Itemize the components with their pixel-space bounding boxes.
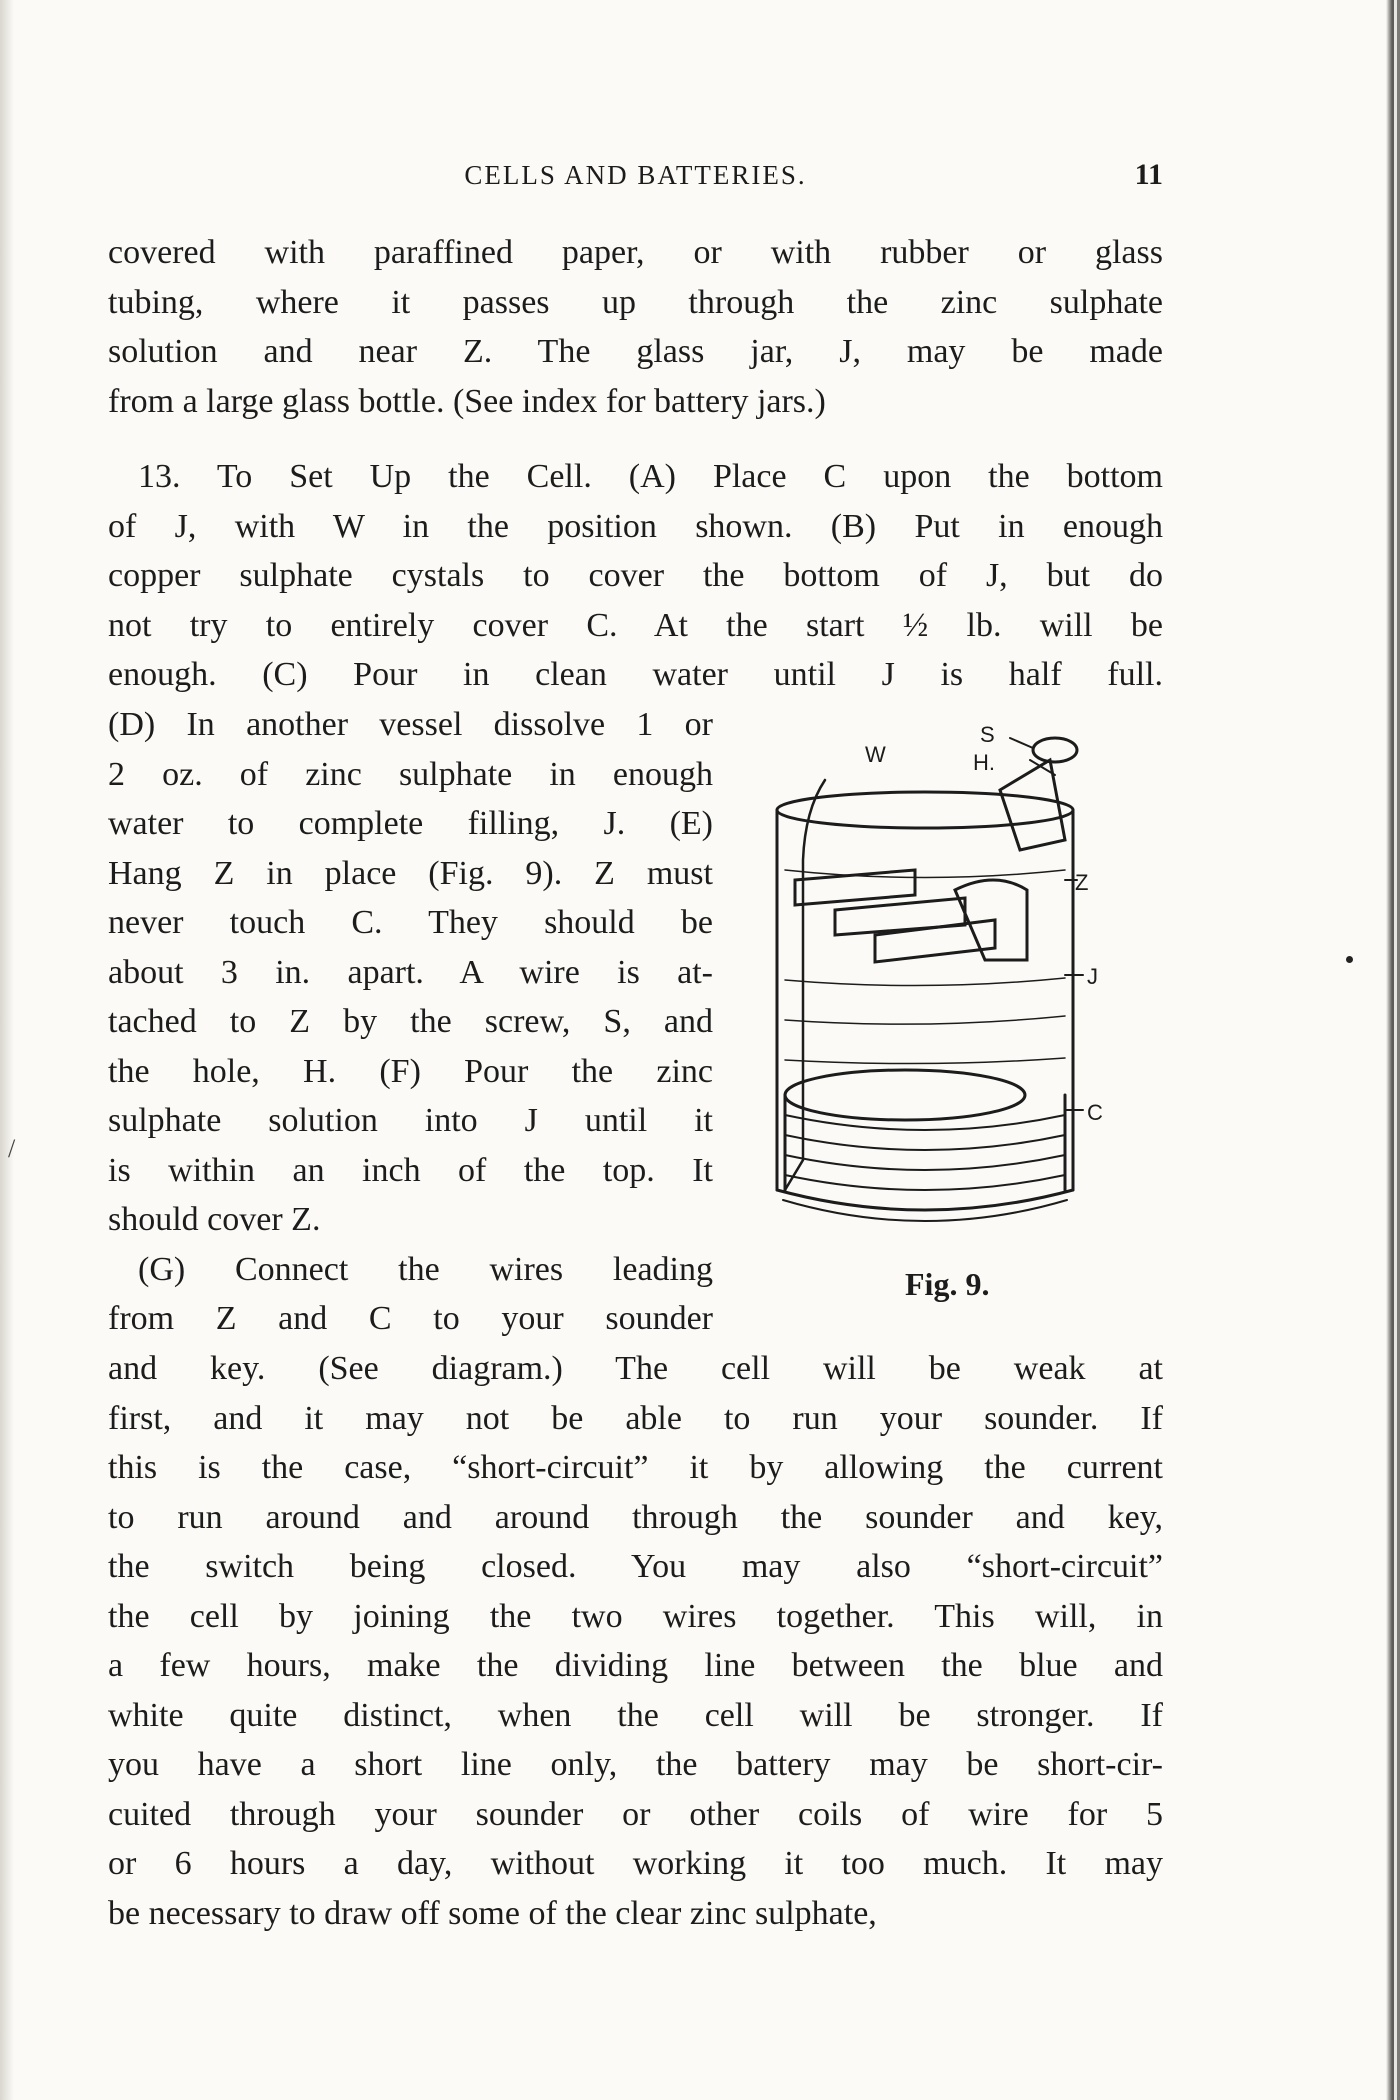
wrapped-column xyxy=(108,700,713,1344)
text-line: tubing, where it passes up through the zinc sulphate xyxy=(108,283,1163,321)
zinc-hanger xyxy=(1000,760,1065,850)
text-line: be necessary to draw off some of the clear zinc sulphate, xyxy=(108,1894,877,1932)
text-line: 2 oz. of zinc sulphate in enough xyxy=(108,755,713,793)
figure-caption: Fig. 9. xyxy=(905,1266,990,1302)
ink-speck xyxy=(1346,956,1353,963)
label-s: S xyxy=(980,722,995,747)
text-line: of J, with W in the position shown. (B) Put in enough xyxy=(108,507,1163,545)
text-line: tached to Z by the screw, S, and xyxy=(108,1003,713,1040)
text-line: copper sulphate cystals to cover the bottom of J, but do xyxy=(108,557,1163,594)
liquid-line xyxy=(785,1016,1065,1024)
page-header xyxy=(108,160,1163,200)
paragraph-set-up-cell xyxy=(108,452,1163,700)
text-line: (D) In another vessel dissolve 1 or xyxy=(108,706,713,743)
page-edge-right xyxy=(1378,0,1400,2100)
text-line: from Z and C to your sounder xyxy=(108,1300,713,1337)
zinc-finger xyxy=(835,898,965,935)
text-line: first, and it may not be able to run your sounder. If xyxy=(108,1399,1163,1437)
text-line: is within an inch of the top. It xyxy=(108,1151,713,1189)
label-c: C xyxy=(1087,1100,1103,1125)
text-line: should cover Z. xyxy=(108,1201,321,1238)
text-line: this is the case, “short-circuit” it by allowing the current xyxy=(108,1449,1163,1486)
paragraph-short-circuit xyxy=(108,1344,1163,1938)
text-line: sulphate solution into J until it xyxy=(108,1102,713,1139)
text-line: from a large glass bottle. (See index for battery jars.) xyxy=(108,382,826,420)
text-line: cuited through your sounder or other coils of wire for 5 xyxy=(108,1795,1163,1833)
label-z: Z xyxy=(1075,870,1089,895)
text-line: water to complete filling, J. (E) xyxy=(108,805,713,842)
jar-bottom xyxy=(777,1190,1073,1210)
liquid-line xyxy=(785,978,1065,986)
text-line: white quite distinct, when the cell will be stronger. If xyxy=(108,1696,1163,1734)
text-line: a few hours, make the dividing line between the blue and xyxy=(108,1647,1163,1684)
text-line: about 3 in. apart. A wire is at- xyxy=(108,953,713,991)
page-number: 11 xyxy=(1134,158,1163,191)
text-line: Hang Z in place (Fig. 9). Z must xyxy=(108,854,713,892)
text-line: not try to entirely cover C. At the start ½ lb. will be xyxy=(108,606,1163,644)
text-line: to run around and around through the sounder and key, xyxy=(108,1498,1163,1536)
text-line: the cell by joining the two wires together. This will, in xyxy=(108,1597,1163,1635)
text-line: enough. (C) Pour in clean water until J is half full. xyxy=(108,656,1163,693)
label-w: W xyxy=(865,742,886,767)
text-line: covered with paraffined paper, or with rubber or glass xyxy=(108,234,1163,271)
label-h: H. xyxy=(973,750,995,775)
text-line: or 6 hours a day, without working it too much. It may xyxy=(108,1845,1163,1882)
figure-9-gravity-cell xyxy=(765,720,1110,1300)
screw-s xyxy=(1033,738,1077,762)
text-line: the hole, H. (F) Pour the zinc xyxy=(108,1052,713,1090)
paragraph-continued xyxy=(108,228,1163,426)
text-line: you have a short line only, the battery may be short-cir- xyxy=(108,1746,1163,1783)
wire-w xyxy=(785,780,825,1190)
text-line: the switch being closed. You may also “short-circuit” xyxy=(108,1548,1163,1585)
zinc-finger xyxy=(795,870,915,905)
text-line: (G) Connect the wires leading xyxy=(138,1250,713,1288)
margin-mark: / xyxy=(8,1134,16,1163)
liquid-line xyxy=(785,1058,1065,1064)
page-edge-left xyxy=(0,0,14,2100)
text-line: and key. (See diagram.) The cell will be weak at xyxy=(108,1350,1163,1387)
label-j: J xyxy=(1087,964,1098,989)
section-heading-line: 13. To Set Up the Cell. (A) Place C upon the bottom xyxy=(138,458,1163,495)
running-head: CELLS AND BATTERIES. xyxy=(464,160,807,190)
text-line: never touch C. They should be xyxy=(108,904,713,941)
copper-electrode-top xyxy=(785,1070,1025,1120)
text-line: solution and near Z. The glass jar, J, may be made xyxy=(108,333,1163,370)
jar-rim xyxy=(777,792,1073,828)
